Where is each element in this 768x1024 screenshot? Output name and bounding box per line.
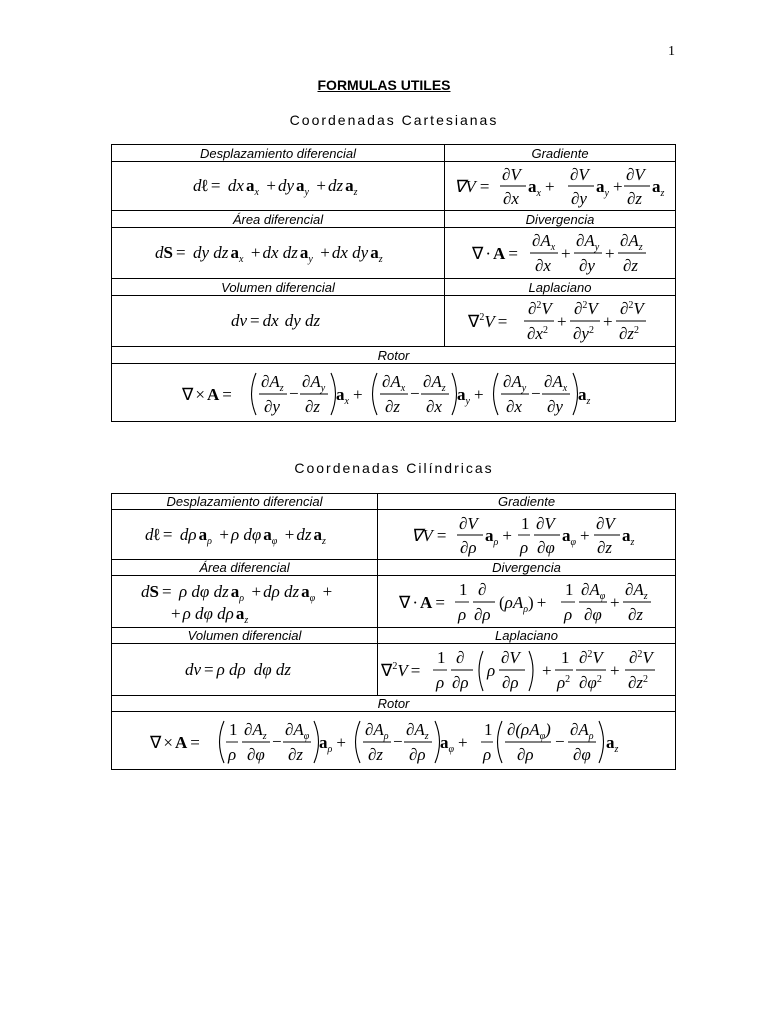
cartesian-curl-formula: [112, 364, 676, 422]
formula-text: ∂ρ: [473, 604, 491, 624]
cylindrical-header-curl: Rotor: [112, 696, 676, 712]
formula-text: 1: [436, 647, 445, 667]
formula-text: $\partial A_z$: [405, 719, 429, 742]
formula-text: −: [554, 731, 565, 751]
formula-text: $\partial z^2$: [619, 324, 640, 343]
formula-text: ∂y: [263, 396, 280, 416]
formula-text: −: [271, 731, 282, 751]
cartesian-curl-svg: [114, 365, 674, 421]
formula-text: $\partial\varphi^2$: [578, 672, 602, 692]
paren-right: [452, 373, 457, 415]
formula-text: dℓ = dx $a_x$ + dy $a_y$ + dz $a_z$: [193, 176, 358, 198]
cylindrical-area-svg: [113, 577, 377, 627]
formula-text: ∂y: [571, 189, 587, 208]
formula-text: ∂V: [595, 513, 615, 533]
paren-right: [599, 721, 604, 763]
formula-text: −: [409, 383, 420, 403]
formula-text: $\partial A_x$: [381, 371, 405, 394]
formula-text: ∂φ: [572, 744, 591, 764]
formula-text: ∂z: [384, 396, 400, 416]
cylindrical-displacement-svg: [113, 511, 377, 559]
formula-text: $\partial A_x$: [532, 231, 556, 253]
formula-text: ∂: [455, 647, 464, 667]
formula-text: $\partial(\rho A_\varphi)$: [506, 719, 551, 742]
formula-text: ρ: [486, 660, 495, 680]
formula-text: ρ: [227, 744, 236, 764]
paren-left: [479, 651, 483, 691]
cartesian-header-curl: Rotor: [112, 347, 676, 364]
formula-text: ρ: [519, 537, 528, 557]
formula-text: −: [530, 383, 541, 403]
formula-text: +: [541, 660, 552, 680]
formula-text: ∂z: [596, 537, 612, 557]
formula-text: $\partial z^2$: [627, 672, 648, 692]
cylindrical-curl-formula: [112, 712, 676, 770]
formula-text: +: [603, 312, 613, 331]
formula-text: ∂x: [505, 396, 522, 416]
formula-text: $\partial x^2$: [527, 324, 548, 343]
formula-text: $\partial A_\varphi$: [580, 579, 605, 602]
cylindrical-divergence-svg: [379, 577, 675, 627]
formula-text: ∂$^2$V: [620, 299, 644, 318]
formula-text: ∂ρ: [459, 537, 477, 557]
cylindrical-laplacian-svg: [379, 645, 675, 695]
formula-text: ∇$^2$V =: [468, 312, 508, 331]
formula-text: $a_y$ +: [456, 384, 484, 407]
paren-right: [331, 373, 336, 415]
cartesian-displacement-formula: [112, 162, 445, 211]
formula-text: $a_y$ +: [596, 177, 623, 199]
formula-text: $\rho^2$: [556, 672, 570, 692]
cylindrical-laplacian-formula: [378, 644, 676, 696]
formula-text: ∂ρ: [408, 744, 426, 764]
formula-text: ∇ × A =: [149, 732, 200, 752]
formula-text: +: [557, 312, 567, 331]
formula-text: ∂x: [503, 189, 519, 208]
formula-text: $a_z$: [652, 177, 665, 199]
formula-text: ∂z: [367, 744, 383, 764]
formula-text: ∂z: [287, 744, 303, 764]
paren-right: [529, 651, 533, 691]
formula-text: +: [561, 244, 571, 263]
paren-right: [435, 721, 440, 763]
formula-text: $a_z$: [621, 525, 634, 548]
formula-text: −: [288, 383, 299, 403]
formula-text: $a_\varphi$ +: [561, 525, 590, 548]
paren-left: [355, 721, 360, 763]
formula-text: ∇ · A =: [472, 244, 518, 263]
formula-text: 1: [483, 719, 492, 739]
cylindrical-divergence-formula: [378, 576, 676, 628]
formula-text: dℓ = dρ $a_\rho$ + ρ dφ $a_\varphi$ + dz $a_z$: [144, 524, 326, 547]
cartesian-area-svg: [113, 229, 443, 277]
formula-text: ∂V: [535, 513, 555, 533]
paren-left: [251, 373, 256, 415]
cylindrical-header-divergence: Divergencia: [378, 560, 676, 576]
formula-text: dS = dy dz $a_x$ + dx dz $a_y$ + dx dy $a_z$: [155, 243, 383, 265]
formula-text: ρ: [482, 744, 491, 764]
formula-text: $(\rho A_\rho)$ +: [498, 592, 546, 615]
cartesian-divergence-svg: [446, 228, 674, 278]
paren-right: [573, 373, 578, 415]
formula-text: ∂V: [626, 165, 645, 184]
formula-text: $\partial A_z$: [422, 371, 446, 394]
formula-text: ∂ρ: [451, 672, 469, 692]
paren-left: [497, 721, 502, 763]
cartesian-laplacian-formula: [445, 296, 676, 347]
paren-left: [493, 373, 498, 415]
formula-text: 1: [520, 513, 529, 533]
cartesian-volume-formula: [112, 296, 445, 347]
formula-text: $a_z$: [605, 732, 618, 755]
formula-text: ∂x: [425, 396, 442, 416]
cartesian-header-area: Área diferencial: [112, 211, 445, 228]
formula-text: $a_\rho$ +: [318, 732, 346, 755]
formula-text: $\partial A_\varphi$: [284, 719, 309, 742]
formula-text: ∇ × A =: [181, 384, 232, 404]
cylindrical-area-formula: [112, 576, 378, 628]
cartesian-header-laplacian: Laplaciano: [445, 279, 676, 296]
cartesian-formula-table: [111, 144, 676, 422]
formula-text: $\partial A_z$: [624, 579, 648, 602]
formula-text: 1: [458, 579, 467, 599]
formula-text: $\partial A_y$: [301, 371, 325, 394]
formula-text: ∂z: [623, 256, 639, 275]
page-number: 1: [668, 44, 675, 59]
formula-text: ∇ · A =: [398, 592, 445, 612]
cartesian-header-displacement: Desplazamiento diferencial: [112, 145, 445, 162]
formula-text: $a_x$ +: [335, 384, 363, 407]
cartesian-gradient-svg: [446, 162, 674, 210]
formula-text: + ρ dφ dρ $a_z$: [170, 603, 248, 626]
formula-text: dS = ρ dφ dz $a_\rho$ + dρ dz $a_\varphi$ +: [140, 581, 332, 604]
formula-text: ∂φ: [583, 604, 602, 624]
formula-text: ∇V =: [454, 177, 491, 196]
formula-text: ∂$^2$V: [578, 647, 603, 667]
formula-text: $a_z$: [577, 384, 590, 407]
formula-text: $\partial y^2$: [573, 324, 594, 343]
formula-text: ∂$^2$V: [528, 299, 552, 318]
formula-text: ∂V: [500, 647, 520, 667]
cartesian-gradient-formula: [445, 162, 676, 211]
formula-text: $a_\varphi$ +: [439, 732, 468, 755]
cylindrical-header-displacement: Desplazamiento diferencial: [112, 494, 378, 510]
formula-text: ∇V =: [410, 525, 447, 545]
formula-text: ∂y: [579, 256, 595, 275]
paren-left: [372, 373, 377, 415]
formula-text: $\partial A_z$: [620, 231, 643, 253]
formula-text: ∂ρ: [516, 744, 534, 764]
section-title-cartesian: Coordenadas Cartesianas: [289, 112, 499, 128]
cylindrical-header-gradient: Gradiente: [378, 494, 676, 510]
cartesian-displacement-svg: [113, 163, 443, 209]
cartesian-laplacian-svg: [446, 296, 674, 346]
formula-text: ρ: [563, 604, 572, 624]
formula-text: −: [392, 731, 403, 751]
formula-text: ∂$^2$V: [628, 647, 653, 667]
cartesian-header-volume: Volumen diferencial: [112, 279, 445, 296]
cylindrical-gradient-svg: [379, 511, 675, 559]
formula-text: ∂φ: [536, 537, 555, 557]
formula-text: 1: [560, 647, 569, 667]
cylindrical-header-volume: Volumen diferencial: [112, 628, 378, 644]
formula-text: ∂z: [627, 189, 643, 208]
cartesian-divergence-formula: [445, 228, 676, 279]
cartesian-header-divergence: Divergencia: [445, 211, 676, 228]
formula-text: ρ: [457, 604, 466, 624]
formula-text: ∂: [477, 579, 486, 599]
cartesian-header-gradient: Gradiente: [445, 145, 676, 162]
cylindrical-curl-svg: [114, 713, 674, 769]
formula-text: dv = ρ dρ dφ dz: [184, 659, 291, 679]
formula-text: ∂$^2$V: [574, 299, 598, 318]
formula-text: $\partial A_y$: [502, 371, 526, 394]
formula-text: +: [609, 592, 620, 612]
formula-text: ∂ρ: [501, 672, 519, 692]
formula-text: $\partial A_y$: [576, 231, 600, 253]
formula-text: $\partial A_\rho$: [569, 719, 594, 742]
formula-text: +: [605, 244, 615, 263]
formula-text: ∂y: [546, 396, 563, 416]
cylindrical-volume-svg: [113, 645, 377, 695]
cylindrical-displacement-formula: [112, 510, 378, 560]
formula-text: ∂φ: [246, 744, 265, 764]
cylindrical-header-laplacian: Laplaciano: [378, 628, 676, 644]
formula-text: $\partial A_\rho$: [364, 719, 389, 742]
cylindrical-volume-formula: [112, 644, 378, 696]
formula-text: 1: [564, 579, 573, 599]
cylindrical-header-area: Área diferencial: [112, 560, 378, 576]
cartesian-area-formula: [112, 228, 445, 279]
formula-text: ∇$^2$V =: [380, 660, 420, 680]
paren-left: [219, 721, 224, 763]
formula-text: ∂V: [458, 513, 478, 533]
cylindrical-formula-table: [111, 493, 676, 770]
formula-text: ∂z: [627, 604, 643, 624]
formula-text: ρ: [435, 672, 444, 692]
formula-text: $a_x$ +: [528, 177, 555, 199]
formula-text: ∂x: [535, 256, 551, 275]
section-title-cylindrical: Coordenadas Cilíndricas: [294, 460, 494, 476]
formula-text: ∂V: [570, 165, 589, 184]
formula-text: ∂z: [304, 396, 320, 416]
formula-text: $\partial A_x$: [543, 371, 567, 394]
formula-text: ∂V: [502, 165, 521, 184]
formula-text: $a_\rho$ +: [484, 525, 512, 548]
cartesian-volume-svg: [113, 297, 443, 345]
cylindrical-gradient-formula: [378, 510, 676, 560]
document-title: FORMULAS UTILES: [317, 77, 451, 93]
formula-text: +: [609, 660, 620, 680]
formula-text: 1: [228, 719, 237, 739]
formula-text: $\partial A_z$: [243, 719, 267, 742]
formula-text: dv = dx dy dz: [231, 311, 321, 330]
paren-right: [314, 721, 319, 763]
formula-text: $\partial A_z$: [260, 371, 284, 394]
